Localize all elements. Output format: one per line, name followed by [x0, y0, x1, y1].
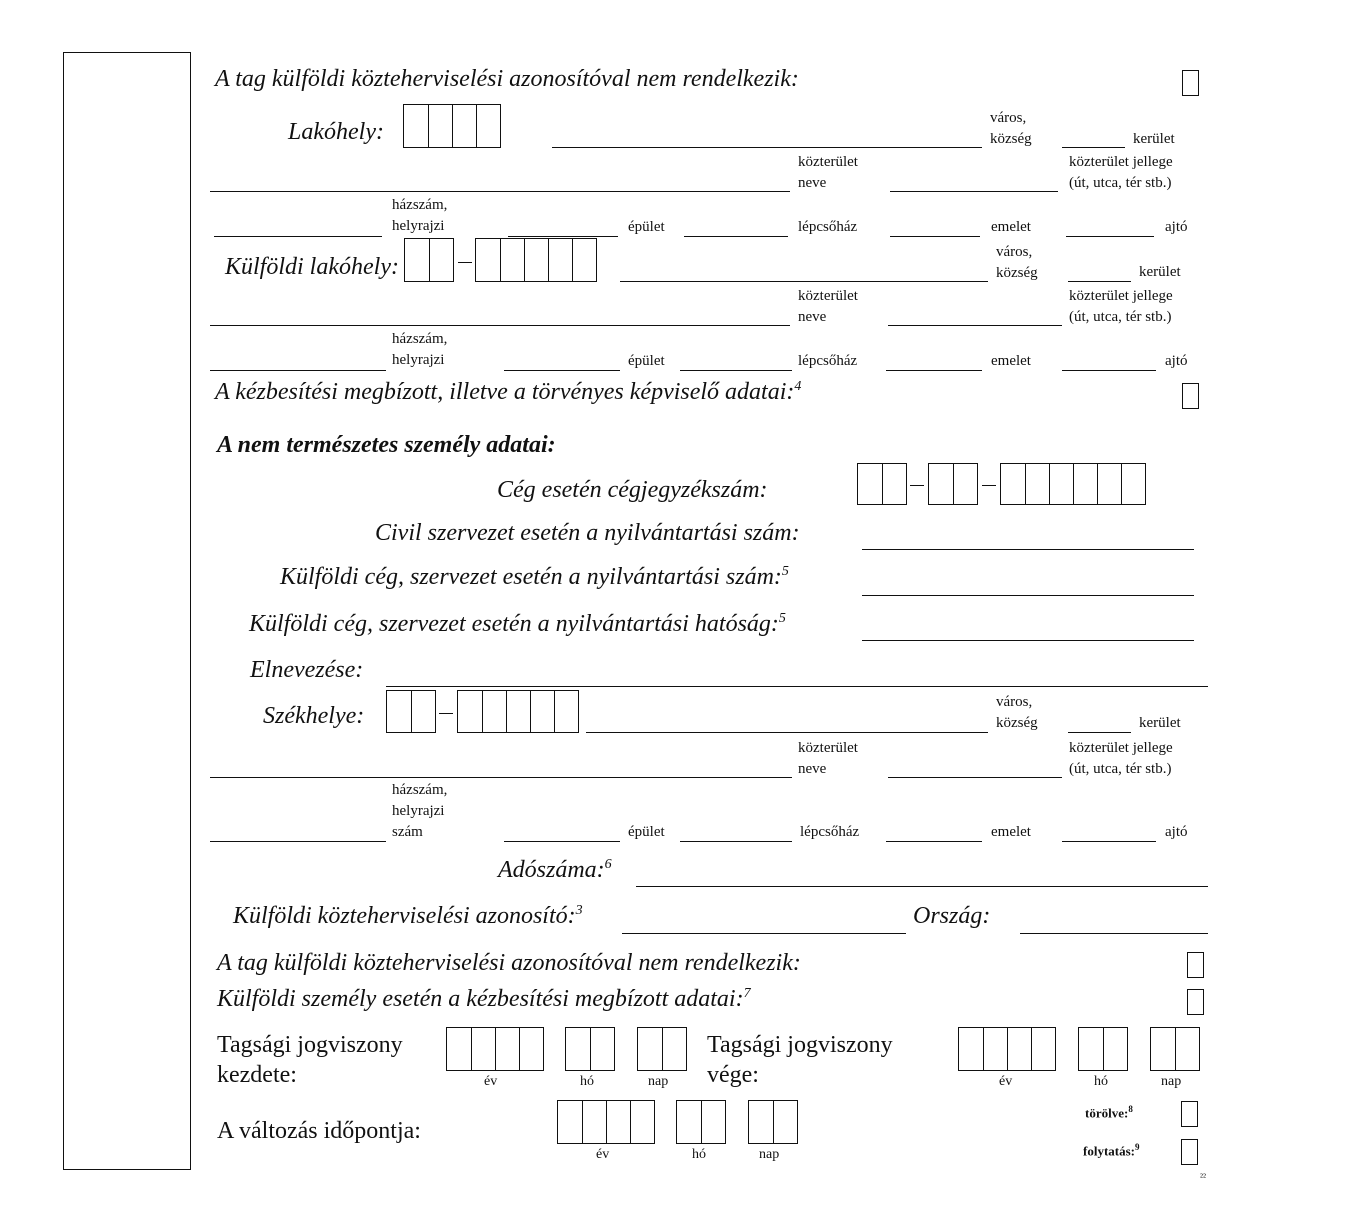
kezdete-ev-boxes[interactable] [446, 1027, 544, 1071]
lakohely-label: Lakóhely: [288, 119, 384, 145]
kezbesitesi-title: A kézbesítési megbízott, illetve a törvényes képviselő adatai:$^4$ [215, 379, 802, 405]
kulf-ceg-szam-label: Külföldi cég, szervezet esetén a nyilvántartási szám:$^5$ [280, 564, 789, 590]
lakohely-epulet-line[interactable] [508, 236, 618, 237]
lakohely-ajto-line[interactable] [1066, 236, 1154, 237]
kulf-ceg-hatosag-label: Külföldi cég, szervezet esetén a nyilvántartási hatóság:$^5$ [249, 611, 786, 637]
szekhelye-label: Székhelye: [263, 703, 365, 729]
section-title-no-tax-id: A tag külföldi közteherviselési azonosítóval nem rendelkezik: [215, 66, 799, 92]
lakohely-street-type-line[interactable] [890, 191, 1058, 192]
ev-label: év [999, 1074, 1013, 1089]
dash [439, 713, 453, 714]
emelet-label: emelet [991, 353, 1031, 369]
szekhely-ajto-line[interactable] [1062, 841, 1156, 842]
szekhely-street-name-line[interactable] [210, 777, 792, 778]
lakohely-zip-boxes[interactable] [403, 104, 501, 148]
ceg-label: Cég esetén cégjegyzékszám: [497, 477, 768, 503]
kozterulet-jellege-label: közterület jellege (út, utca, tér stb.) [1069, 154, 1173, 191]
ev-label: év [484, 1074, 498, 1089]
valtozas-nap-boxes[interactable] [748, 1100, 798, 1144]
kozterulet-neve-label: közterület neve [798, 154, 858, 191]
varos-label: város, község [996, 694, 1038, 731]
kulfoldi-lakohely-label: Külföldi lakóhely: [225, 254, 399, 280]
ev-label: év [596, 1147, 610, 1162]
varos-label: város, község [996, 244, 1038, 281]
szekhely-lepcsohaz-line[interactable] [680, 841, 792, 842]
ajto-label: ajtó [1165, 824, 1188, 840]
folytatas-label: folytatás:$^9$ [1083, 1142, 1140, 1159]
valtozas-label: A változás időpontja: [217, 1118, 421, 1144]
lakohely-street-name-line[interactable] [210, 191, 790, 192]
ho-label: hó [692, 1147, 706, 1162]
kerulet-label: kerület [1139, 715, 1181, 731]
no-tax-id-checkbox[interactable] [1182, 70, 1199, 96]
lakohely-emelet-line[interactable] [890, 236, 980, 237]
nap-label: nap [759, 1147, 780, 1162]
elnevezese-label: Elnevezése: [250, 657, 364, 683]
cegjegyzek-boxes-3[interactable] [1000, 463, 1146, 505]
kezdete-nap-boxes[interactable] [637, 1027, 687, 1071]
left-margin-box [63, 52, 191, 1170]
szekhely-hazszam-line[interactable] [210, 841, 386, 842]
szekhely-kerulet-line[interactable] [1068, 732, 1131, 733]
kulf-lakohely-street-type-line[interactable] [888, 325, 1062, 326]
cegjegyzek-boxes-2[interactable] [928, 463, 978, 505]
nem-termeszetes-title: A nem természetes személy adatai: [217, 432, 556, 458]
ho-label: hó [580, 1074, 594, 1089]
tagsagi-vege-label: Tagsági jogviszony vége: [707, 1032, 893, 1088]
kerulet-label: kerület [1139, 264, 1181, 280]
dash [458, 262, 472, 263]
emelet-label: emelet [991, 824, 1031, 840]
kulf-szemely-checkbox[interactable] [1187, 989, 1204, 1015]
kulf-lakohely-street-name-line[interactable] [210, 325, 790, 326]
ajto-label: ajtó [1165, 219, 1188, 235]
nap-label: nap [1161, 1074, 1182, 1089]
hazszam-label: házszám, helyrajzi [392, 331, 448, 368]
hazszam-label: házszám, helyrajzi szám [392, 782, 448, 840]
kozterulet-neve-label: közterület neve [798, 740, 858, 777]
kulf-lakohely-zip-boxes[interactable] [475, 238, 597, 282]
epulet-label: épület [628, 353, 665, 369]
vege-ho-boxes[interactable] [1078, 1027, 1128, 1071]
kulf-ceg-hatosag-line[interactable] [862, 640, 1194, 641]
lakohely-hazszam-line[interactable] [214, 236, 382, 237]
kulf-ceg-szam-line[interactable] [862, 595, 1194, 596]
ho-label: hó [1094, 1074, 1108, 1089]
adoszama-label: Adószáma:$^6$ [498, 857, 612, 883]
kulf-lakohely-epulet-line[interactable] [504, 370, 620, 371]
epulet-label: épület [628, 824, 665, 840]
no-tax-id-title-2: A tag külföldi közteherviselési azonosítóval nem rendelkezik: [217, 950, 801, 976]
orszag-line[interactable] [1020, 933, 1208, 934]
hazszam-label: házszám, helyrajzi [392, 197, 448, 234]
kezbesitesi-checkbox[interactable] [1182, 383, 1199, 409]
valtozas-ho-boxes[interactable] [676, 1100, 726, 1144]
ajto-label: ajtó [1165, 353, 1188, 369]
dash [982, 485, 996, 486]
valtozas-ev-boxes[interactable] [557, 1100, 655, 1144]
lepcsohaz-label: lépcsőház [798, 353, 858, 369]
kulf-szemely-title: Külföldi személy esetén a kézbesítési megbízott adatai:$^7$ [217, 986, 751, 1012]
varos-label: város, község [990, 110, 1032, 147]
torolve-checkbox[interactable] [1181, 1101, 1198, 1127]
kozterulet-jellege-label: közterület jellege (út, utca, tér stb.) [1069, 740, 1173, 777]
dash [910, 485, 924, 486]
kulf-lakohely-kerulet-line[interactable] [1068, 281, 1131, 282]
lakohely-lepcsohaz-line[interactable] [684, 236, 788, 237]
lakohely-city-line[interactable] [552, 147, 982, 148]
kulf-azonosito-line[interactable] [622, 933, 906, 934]
cegjegyzek-boxes-1[interactable] [857, 463, 907, 505]
szekhely-emelet-line[interactable] [886, 841, 982, 842]
szekhely-zip-boxes[interactable] [457, 690, 579, 733]
kozterulet-neve-label: közterület neve [798, 288, 858, 325]
lepcsohaz-label: lépcsőház [800, 824, 860, 840]
kulf-lakohely-city-line[interactable] [620, 281, 988, 282]
civil-label: Civil szervezet esetén a nyilvántartási szám: [375, 520, 800, 546]
orszag-label: Ország: [913, 903, 991, 929]
lepcsohaz-label: lépcsőház [798, 219, 858, 235]
szekhely-street-type-line[interactable] [888, 777, 1062, 778]
no-tax-id-checkbox-2[interactable] [1187, 952, 1204, 978]
kozterulet-jellege-label: közterület jellege (út, utca, tér stb.) [1069, 288, 1173, 325]
kezdete-ho-boxes[interactable] [565, 1027, 615, 1071]
vege-nap-boxes[interactable] [1150, 1027, 1200, 1071]
civil-number-line[interactable] [862, 549, 1194, 550]
vege-ev-boxes[interactable] [958, 1027, 1056, 1071]
page-mark: ²² [1200, 1172, 1206, 1183]
kulf-lakohely-lepcsohaz-line[interactable] [680, 370, 792, 371]
nap-label: nap [648, 1074, 669, 1089]
szekhely-code-boxes[interactable] [386, 690, 436, 733]
szekhely-epulet-line[interactable] [504, 841, 620, 842]
szekhely-city-line[interactable] [586, 732, 988, 733]
torolve-label: törölve:$^8$ [1085, 1104, 1133, 1121]
kulf-azonosito-label: Külföldi közteherviselési azonosító:$^3$ [233, 903, 583, 929]
kulf-lakohely-hazszam-line[interactable] [210, 370, 386, 371]
kerulet-label: kerület [1133, 131, 1175, 147]
adoszama-line[interactable] [636, 886, 1208, 887]
tagsagi-kezdete-label: Tagsági jogviszony kezdete: [217, 1032, 403, 1088]
emelet-label: emelet [991, 219, 1031, 235]
epulet-label: épület [628, 219, 665, 235]
kulf-lakohely-ajto-line[interactable] [1062, 370, 1156, 371]
folytatas-checkbox[interactable] [1181, 1139, 1198, 1165]
kulf-lakohely-code-boxes[interactable] [404, 238, 454, 282]
elnevezese-line[interactable] [386, 686, 1208, 687]
kulf-lakohely-emelet-line[interactable] [886, 370, 982, 371]
lakohely-kerulet-line[interactable] [1062, 147, 1125, 148]
